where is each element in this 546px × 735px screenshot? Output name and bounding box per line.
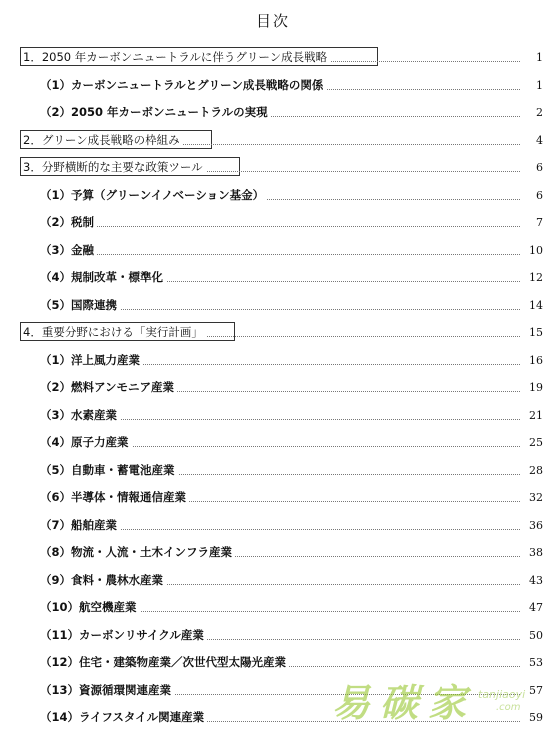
watermark-char: 家 xyxy=(428,681,467,725)
toc-entry-page: 21 xyxy=(521,409,543,422)
watermark-url: tanjiaoyi xyxy=(478,688,526,701)
toc-entry-page: 2 xyxy=(521,106,543,119)
toc-entry-page: 53 xyxy=(521,656,543,669)
toc-entry-page: 1 xyxy=(521,79,543,92)
toc-entry-page: 47 xyxy=(521,601,543,614)
toc-entry-page: 28 xyxy=(521,464,543,477)
toc-entry[interactable] xyxy=(0,515,546,535)
watermark-url-suffix: .com xyxy=(496,702,521,713)
toc-entry-page: 16 xyxy=(521,354,543,367)
toc-entry-label: （1）予算（グリーンイノベーション基金） xyxy=(40,188,267,202)
toc-entry-label: （3）水素産業 xyxy=(40,408,120,422)
toc-entry-label: （9）食料・農林水産業 xyxy=(40,573,166,587)
toc-entry-label: （10）航空機産業 xyxy=(40,600,140,614)
page-title: 目次 xyxy=(255,12,290,30)
toc-entry-page: 6 xyxy=(521,161,543,174)
toc-entry-page: 14 xyxy=(521,299,543,312)
toc-entry[interactable] xyxy=(0,102,546,122)
watermark-char: 碳 xyxy=(380,681,419,725)
toc-entry-page: 50 xyxy=(521,629,543,642)
toc-entry-label: 3．分野横断的な主要な政策ツール xyxy=(23,160,206,174)
toc-entry-section[interactable] xyxy=(0,322,546,342)
leader-dots xyxy=(48,226,524,227)
toc-entry-label: （5）国際連携 xyxy=(40,298,120,312)
toc-entry-page: 19 xyxy=(521,381,543,394)
toc-entry[interactable] xyxy=(0,212,546,232)
watermark-logo xyxy=(318,664,546,735)
toc-entry-section[interactable] xyxy=(0,157,546,177)
toc-entry-label: （2）税制 xyxy=(40,215,97,229)
toc-entry-label: （4）原子力産業 xyxy=(40,435,132,449)
toc-entry-page: 43 xyxy=(521,574,543,587)
toc-entry-label: （14）ライフスタイル関連産業 xyxy=(40,710,207,724)
toc-entry-label: 2．グリーン成長戦略の枠組み xyxy=(23,133,183,147)
toc-entry-label: （1）カーボンニュートラルとグリーン成長戦略の関係 xyxy=(40,78,326,92)
toc-entry-label: （6）半導体・情報通信産業 xyxy=(40,490,189,504)
toc-entry[interactable] xyxy=(0,75,546,95)
toc-entry-label: （7）船舶産業 xyxy=(40,518,120,532)
toc-entry[interactable] xyxy=(0,377,546,397)
toc-entry-page: 10 xyxy=(521,244,543,257)
toc-entry-page: 1 xyxy=(521,51,543,64)
toc-entry[interactable] xyxy=(0,350,546,370)
toc-entry-label: （13）資源循環関連産業 xyxy=(40,683,174,697)
toc-entry-label: （3）金融 xyxy=(40,243,97,257)
toc-entry-page: 25 xyxy=(521,436,543,449)
toc-entry-label: （2）燃料アンモニア産業 xyxy=(40,380,177,394)
toc-entry-section[interactable] xyxy=(0,47,546,67)
toc-entry-page: 7 xyxy=(521,216,543,229)
toc-entry[interactable] xyxy=(0,432,546,452)
toc-entry-section[interactable] xyxy=(0,130,546,150)
toc-entry[interactable] xyxy=(0,185,546,205)
toc-entry[interactable] xyxy=(0,405,546,425)
toc-entry-page: 6 xyxy=(521,189,543,202)
toc-entry-page: 36 xyxy=(521,519,543,532)
toc-entry[interactable] xyxy=(0,487,546,507)
toc-entry-label: （8）物流・人流・土木インフラ産業 xyxy=(40,545,235,559)
toc-entry-page: 38 xyxy=(521,546,543,559)
toc-entry-label: 4．重要分野における「実行計画」 xyxy=(23,325,206,339)
toc-entry-page: 57 xyxy=(521,684,543,697)
toc-entry-page: 59 xyxy=(521,711,543,724)
toc-entry-label: （11）カーボンリサイクル産業 xyxy=(40,628,207,642)
toc-entry-label: （5）自動車・蓄電池産業 xyxy=(40,463,178,477)
toc-entry-label: 1．2050 年カーボンニュートラルに伴うグリーン成長戦略 xyxy=(23,50,330,64)
toc-entry[interactable] xyxy=(0,460,546,480)
toc-entry[interactable] xyxy=(0,295,546,315)
toc-entry-label: （1）洋上風力産業 xyxy=(40,353,143,367)
toc-entry[interactable] xyxy=(0,570,546,590)
watermark-char: 易 xyxy=(332,681,371,725)
toc-entry-label: （4）規制改革・標準化 xyxy=(40,270,166,284)
toc-entry-page: 15 xyxy=(521,326,543,339)
toc-entry[interactable] xyxy=(0,267,546,287)
toc-entry[interactable] xyxy=(0,625,546,645)
toc-entry[interactable] xyxy=(0,240,546,260)
toc-entry-label: （12）住宅・建築物産業／次世代型太陽光産業 xyxy=(40,655,289,669)
toc-entry-page: 12 xyxy=(521,271,543,284)
toc-entry-label: （2）2050 年カーボンニュートラルの実現 xyxy=(40,105,271,119)
toc-entry[interactable] xyxy=(0,597,546,617)
leader-dots xyxy=(48,254,524,255)
toc-entry-page: 4 xyxy=(521,134,543,147)
toc-entry-page: 32 xyxy=(521,491,543,504)
toc-entry[interactable] xyxy=(0,542,546,562)
